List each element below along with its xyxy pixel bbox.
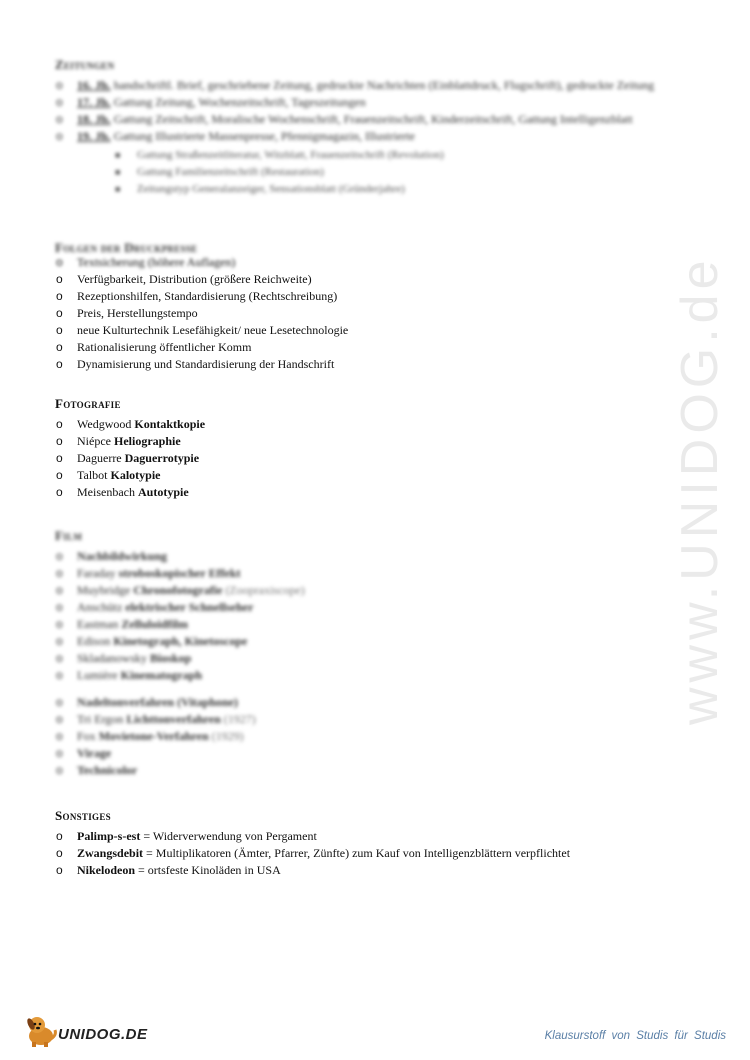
list-item: o Wedgwood Kontaktkopie [55, 416, 705, 433]
section-heading: Folgen der Druckpresse [55, 240, 198, 255]
list-item: o neue Kulturtechnik Lesefähigkeit/ neue Lesetechnologie [55, 322, 705, 339]
list-item: o Nadeltonverfahren (Vitaphone) [55, 694, 705, 711]
section-fotografie [55, 396, 705, 501]
sub-list-item: ■ Gattung Straßenzeitliteratur, Witzblatt, Frauenzeitschrift (Revolution) [115, 147, 705, 164]
fotografie-list [55, 416, 705, 501]
watermark-text: www.UNIDOG.de [671, 255, 729, 725]
list-item: o Fox Movietone-Verfahren (1929) [55, 728, 705, 745]
list-item: o Verfügbarkeit, Distribution (größere Reichweite) [55, 271, 705, 288]
film-list-a [55, 548, 705, 684]
list-item: o Eastman Zelluloidfilm [55, 616, 705, 633]
section-film [55, 528, 705, 779]
list-item: o Edison Kinetograph, Kinetoscope [55, 633, 705, 650]
list-item: o Rationalisierung öffentlicher Komm [55, 339, 705, 356]
section-heading: Sonstiges [55, 808, 111, 823]
section-zeitungen [55, 57, 705, 200]
list-item: o 17. Jh. Gattung Zeitung, Wochenzeitschrift, Tageszeitungen [55, 94, 705, 111]
sub-list-item: ■ Gattung Familienzeitschrift (Restauration) [115, 164, 705, 181]
list-item: o Zwangsdebit = Multiplikatoren (Ämter, Pfarrer, Zünfte) zum Kauf von Intelligenzblättern verpflichtet [55, 845, 705, 862]
list-item: o Textsicherung (höhere Auflagen) [55, 254, 705, 271]
list-item: o Technicolor [55, 762, 705, 779]
section-sonstiges [55, 808, 705, 879]
list-item: o Daguerre Daguerrotypie [55, 450, 705, 467]
list-item: o Lumière Kinematograph [55, 667, 705, 684]
sonstiges-list [55, 828, 705, 879]
list-item: o Virage [55, 745, 705, 762]
buchdruck-list [55, 254, 705, 373]
list-item: o Muybridge Chronofotografie (Zoopraxiscope) [55, 582, 705, 599]
list-item: o Preis, Herstellungstempo [55, 305, 705, 322]
footer-tagline: Klausurstoff von Studis für Studis [544, 1030, 726, 1042]
list-item: o Nachbildwirkung [55, 548, 705, 565]
list-item: o Palimp-s-est = Widerverwendung von Pergament [55, 828, 705, 845]
list-spacer [55, 684, 705, 694]
sub-list-item: ■ Zeitungstyp Generalanzeiger, Sensationsblatt (Gründerjahre) [115, 181, 705, 198]
list-item: o Dynamisierung und Standardisierung der Handschrift [55, 356, 705, 373]
list-item: o Tri Ergon Lichttonverfahren (1927) [55, 711, 705, 728]
dog-mascot-icon [22, 1012, 60, 1048]
section-buchdruck [55, 240, 705, 373]
list-item: o Meisenbach Autotypie [55, 484, 705, 501]
film-list-b [55, 694, 705, 779]
zeitungen-sublist [77, 147, 705, 198]
list-item: o 16. Jh. handschriftl. Brief, geschriebene Zeitung, gedruckte Nachrichten (Einblattdruck, Flugschrift), gedruckte Zeitung [55, 77, 705, 94]
zeitungen-list [55, 77, 705, 198]
list-item: o Niépce Heliographie [55, 433, 705, 450]
footer-brand: UNIDOG.DE [58, 1026, 148, 1043]
watermark [670, 255, 730, 726]
list-item: o 19. Jh. Gattung Illustrierte Massenpresse, Pfennigmagazin, Illustrierte ■ Gattung Straßenzeitliteratur, Witzblatt, Frauenzeitschrift (Revolution) ■ Gattung Familienzeitschrift (Restauration) ■ Zeitungstyp Generalanzeiger, Sensationsblatt (Gründerjahre) [55, 128, 705, 198]
list-item: o Faraday stroboskopischer Effekt [55, 565, 705, 582]
list-item: o Rezeptionshilfen, Standardisierung (Rechtschreibung) [55, 288, 705, 305]
footer-logo[interactable] [22, 1012, 162, 1048]
list-item: o Talbot Kalotypie [55, 467, 705, 484]
list-item: o 18. Jh. Gattung Zeitschrift, Moralische Wochenschrift, Frauenzeitschrift, Kinderzeitschrift, Gattung Intelligenzblatt [55, 111, 705, 128]
section-heading: Zeitungen [55, 57, 115, 72]
section-heading: Film [55, 528, 83, 543]
section-heading: Fotografie [55, 396, 121, 411]
list-item: o Anschütz elektrischer Schnellseher [55, 599, 705, 616]
list-item: o Skladanowsky Bioskop [55, 650, 705, 667]
list-item: o Nikelodeon = ortsfeste Kinoläden in USA [55, 862, 705, 879]
